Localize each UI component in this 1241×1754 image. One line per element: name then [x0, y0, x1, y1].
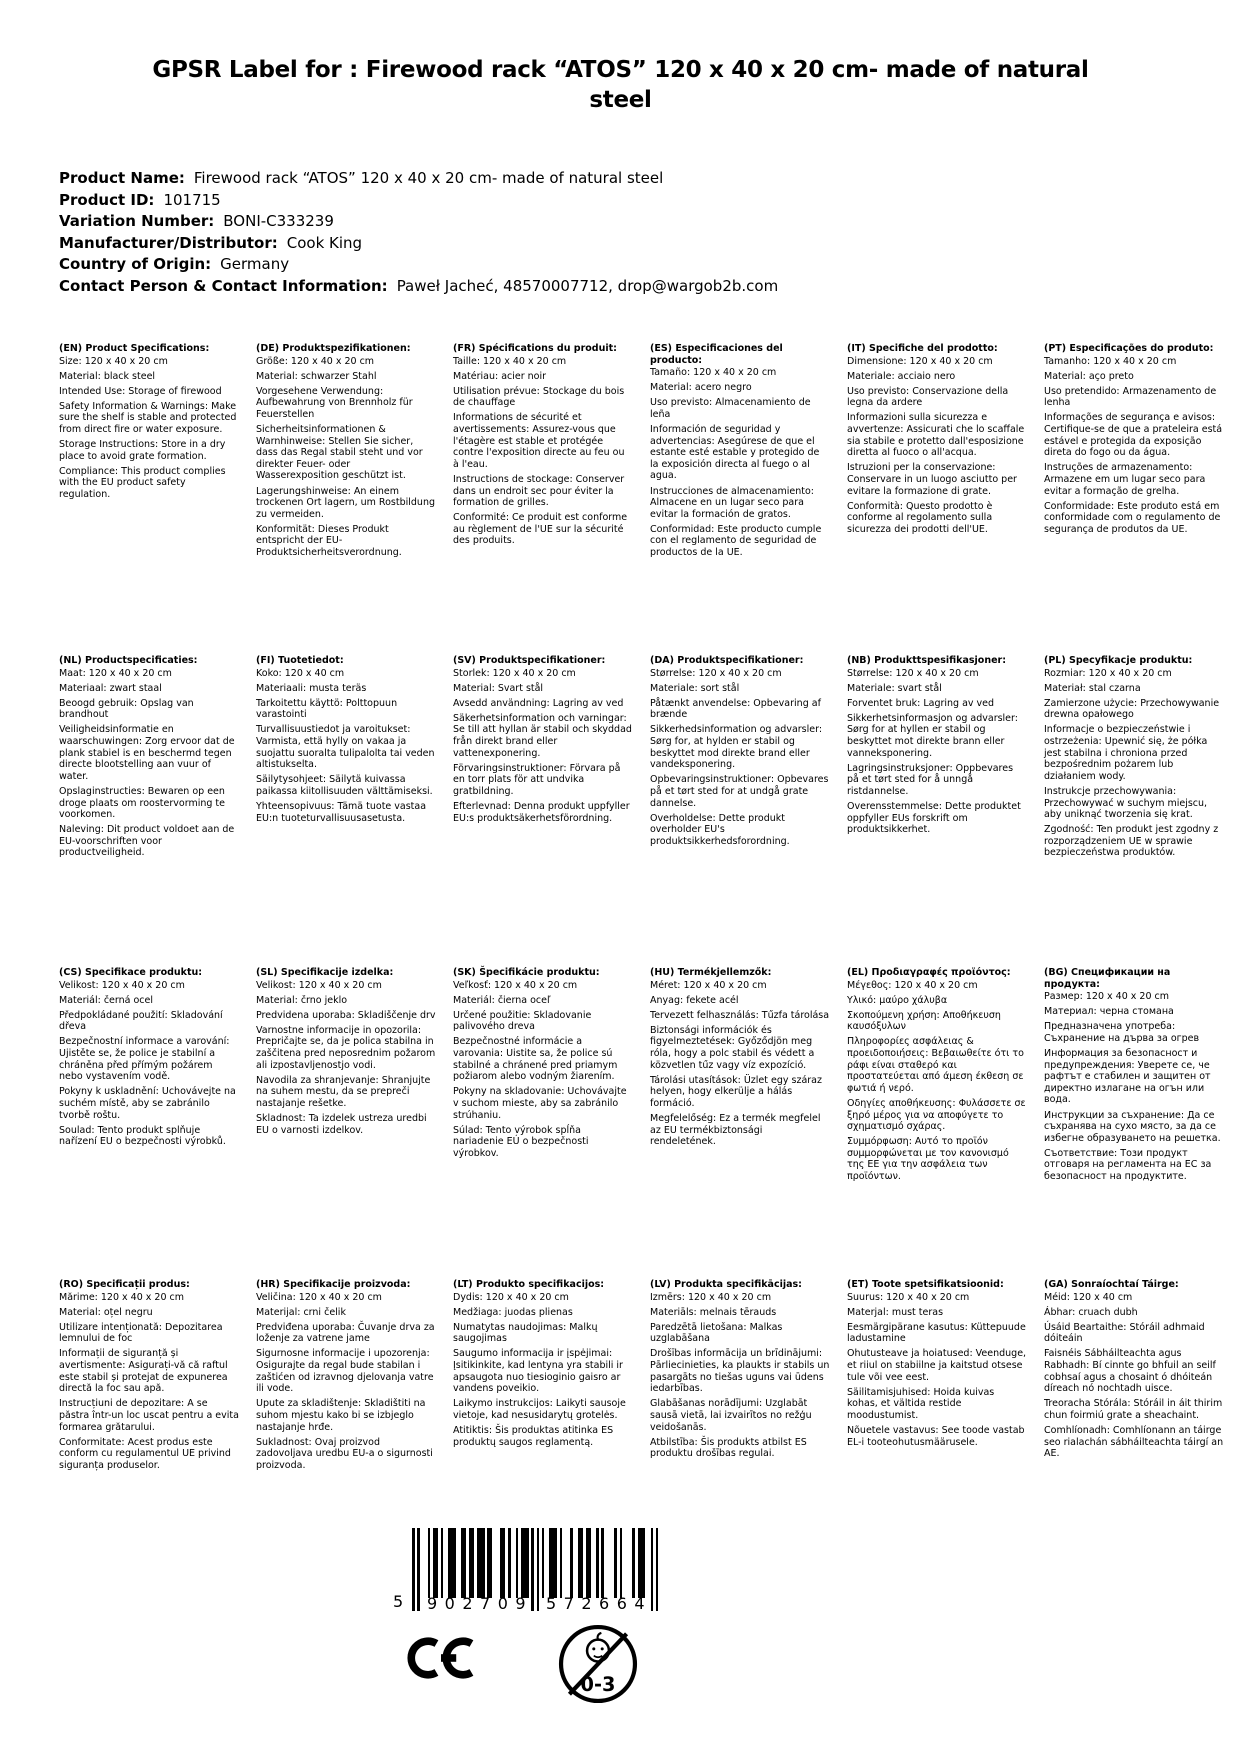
spec-paragraph: Tarkoitettu käyttö: Polttopuun varastointi — [256, 697, 398, 721]
spec-paragraph: Conformità: Questo prodotto è conforme al regolamento sulla sicurezza dei prodotti dell'UE. — [847, 500, 993, 535]
spec-paragraph: Material: aço preto — [1044, 370, 1134, 382]
spec-block-et — [847, 1279, 1035, 1591]
spec-paragraph: Varnostne informacije in opozorila: Prepričajte se, da je polica stabilna in zaščitena pred neposrednim požarom ali izpostavljenostjo vodi. — [256, 1024, 436, 1071]
spec-block-es — [650, 343, 838, 655]
spec-paragraph: Safety Information & Warnings: Make sure the shelf is stable and protected from direct fire or water exposure. — [59, 400, 237, 436]
spec-paragraph: Съответствие: Този продукт отговаря на регламента на ЕС за безопасност на продуктите. — [1044, 1147, 1212, 1182]
spec-block-heading: (LT) Produkto specifikacijos: — [453, 1279, 605, 1290]
spec-paragraph: Υλικό: μαύρο χάλυβα — [847, 994, 948, 1006]
spec-paragraph: Instructions de stockage: Conserver dans un endroit sec pour éviter la formation de grilles. — [453, 473, 625, 509]
spec-paragraph: Instrukcje przechowywania: Przechowywać w suchym miejscu, aby uniknąć tworzenia się krat. — [1044, 785, 1208, 821]
spec-block-lv — [650, 1279, 838, 1591]
spec-block-heading: (EN) Product Specifications: — [59, 343, 210, 354]
spec-paragraph: Zamierzone użycie: Przechowywanie drewna opałowego — [1044, 697, 1220, 721]
spec-block-fi — [256, 655, 444, 967]
spec-paragraph: Faisnéis Sábháilteachta agus Rabhadh: Bí cinnte go bhfuil an seilf cobhsaí agus a chosaint ó dhóiteán díreach nó nochtadh uisce. — [1044, 1348, 1216, 1395]
spec-paragraph: Информация за безопасност и предупреждения: Уверете се, че рафтът е стабилен и защитен от директно излагане на огън или вода. — [1044, 1048, 1211, 1106]
spec-paragraph: Size: 120 x 40 x 20 cm — [59, 355, 168, 367]
spec-paragraph: Μέγεθος: 120 x 40 x 20 cm — [847, 979, 978, 991]
spec-paragraph: Overensstemmelse: Dette produktet oppfyller EUs forskrift om produktsikkerhet. — [847, 801, 1021, 836]
spec-paragraph: Méret: 120 x 40 x 20 cm — [650, 979, 767, 991]
spec-block-heading: (PT) Especificações do produto: — [1044, 343, 1214, 354]
product-info-value: 101715 — [163, 190, 221, 209]
product-info — [59, 168, 778, 297]
ean-barcode — [393, 1528, 659, 1624]
spec-paragraph: Koko: 120 x 40 cm — [256, 667, 345, 679]
spec-block-it — [847, 343, 1035, 655]
page-title — [0, 55, 1241, 115]
spec-paragraph: Pokyny k uskladnění: Uchovávejte na suchém místě, aby se zabránilo tvorbě roštu. — [59, 1086, 236, 1121]
spec-block-en — [59, 343, 247, 655]
spec-paragraph: Materiale: acciaio nero — [847, 370, 956, 382]
age-warning-label: 0-3 — [580, 1672, 616, 1696]
spec-paragraph: Размер: 120 x 40 x 20 cm — [1044, 991, 1169, 1003]
spec-paragraph: Ohutusteave ja hoiatused: Veenduge, et riiul on stabiilne ja kaitstud otsese tule või vee eest. — [847, 1348, 1027, 1383]
product-info-row — [59, 168, 778, 190]
spec-paragraph: Conformidad: Este producto cumple con el reglamento de seguridad de productos de la UE. — [650, 523, 822, 558]
spec-paragraph: Materiale: svart stål — [847, 682, 942, 694]
spec-paragraph: Инструкции за съхранение: Да се съхранява на сухо място, за да се избегне образуването на решетка. — [1044, 1109, 1221, 1144]
spec-paragraph: Informazioni sulla sicurezza e avvertenze: Assicurati che lo scaffale sia stabile e protetto dall'esposizione diretta al fuoco o all'acqua. — [847, 412, 1025, 459]
spec-block-heading: (BG) Спецификации на продукта: — [1044, 967, 1171, 990]
spec-paragraph: Uso previsto: Conservazione della legna da ardere — [847, 385, 1009, 409]
product-info-label: Product ID: — [59, 190, 155, 209]
spec-paragraph: Paredzētā lietošana: Malkas uzglabāšana — [650, 1321, 783, 1345]
spec-paragraph: Instrucțiuni de depozitare: A se păstra într-un loc uscat pentru a evita formarea grătarului. — [59, 1398, 239, 1433]
page-title-text: GPSR Label for : Firewood rack “ATOS” 120 x 40 x 20 cm- made of natural steel — [152, 57, 1089, 113]
ce-mark-icon — [406, 1632, 476, 1688]
spec-paragraph: Treoracha Stórála: Stóráil in áit thirim chun foirmiú grate a sheachaint. — [1044, 1398, 1223, 1421]
spec-paragraph: Úsáid Beartaithe: Stóráil adhmaid dóiteáin — [1044, 1321, 1205, 1345]
product-info-value: Firewood rack “ATOS” 120 x 40 x 20 cm- made of natural steel — [193, 169, 664, 187]
product-info-value: BONI-C333239 — [223, 212, 334, 230]
spec-paragraph: Soulad: Tento produkt splňuje nařízení EU o bezpečnosti výrobků. — [59, 1124, 226, 1148]
spec-block-heading: (SV) Produktspecifikationer: — [453, 655, 606, 666]
spec-paragraph: Συμμόρφωση: Αυτό το προϊόν συμμορφώνεται με τον κανονισμό της ΕΕ για την ασφάλεια των προϊόντων. — [847, 1136, 1009, 1182]
spec-paragraph: Beoogd gebruik: Opslag van brandhout — [59, 697, 194, 721]
spec-paragraph: Storage Instructions: Store in a dry place to avoid grate formation. — [59, 439, 226, 462]
spec-paragraph: Material: črno jeklo — [256, 994, 348, 1006]
spec-paragraph: Οδηγίες αποθήκευσης: Φυλάσσετε σε ξηρό μέρος για να αποφύγετε το σχηματισμό σχάρας. — [847, 1097, 1026, 1133]
spec-block-cs — [59, 967, 247, 1279]
product-info-label: Manufacturer/Distributor: — [59, 233, 278, 252]
spec-block-heading: (NB) Produkttspesifikasjoner: — [847, 655, 1007, 666]
product-info-row — [59, 211, 778, 233]
spec-paragraph: Tervezett felhasználás: Tűzfa tárolása — [650, 1009, 830, 1021]
spec-paragraph: Säilitamisjuhised: Hoida kuivas kohas, et vältida restide moodustumist. — [847, 1386, 995, 1421]
spec-paragraph: Opslaginstructies: Bewaren op een droge plaats om roostervorming te voorkomen. — [59, 785, 225, 821]
spec-block-pt — [1044, 343, 1232, 655]
spec-paragraph: Intended Use: Storage of firewood — [59, 385, 222, 397]
spec-paragraph: Información de seguridad y advertencias: Asegúrese de que el estante esté estable y protegido de la exposición directa al fuego o al agua. — [650, 424, 820, 482]
spec-paragraph: Материал: черна стомана — [1044, 1006, 1174, 1018]
spec-paragraph: Biztonsági információk és figyelmeztetések: Győződjön meg róla, hogy a polc stabil és védett a közvetlen tűz vagy víz expozíció. — [650, 1024, 815, 1071]
spec-paragraph: Informações de segurança e avisos: Certifique-se de que a prateleira está estável e protegida da exposição direta do fogo ou da água. — [1044, 412, 1223, 459]
product-info-value: Paweł Jacheć, 48570007712, drop@wargob2b.com — [396, 276, 779, 295]
spec-paragraph: Conformité: Ce produit est conforme au règlement de l'UE sur la sécurité des produits. — [453, 512, 628, 547]
product-info-label: Contact Person & Contact Information: — [59, 276, 388, 295]
spec-paragraph: Velikost: 120 x 40 x 20 cm — [256, 979, 382, 991]
spec-paragraph: Informacje o bezpieczeństwie i ostrzeżenia: Upewnić się, że półka jest stabilna i chroniona przed bezpośrednim pożarem lub działaniem wody. — [1044, 724, 1208, 782]
spec-paragraph: Matériau: acier noir — [453, 370, 547, 382]
spec-paragraph: Påtænkt anvendelse: Opbevaring af brænde — [650, 697, 821, 721]
spec-paragraph: Taille: 120 x 40 x 20 cm — [453, 355, 567, 367]
spec-paragraph: Mărime: 120 x 40 x 20 cm — [59, 1291, 185, 1303]
spec-paragraph: Materiál: čierna oceľ — [453, 994, 551, 1006]
spec-grid — [59, 343, 1232, 1591]
spec-block-heading: (ET) Toote spetsifikatsioonid: — [847, 1279, 1004, 1290]
spec-paragraph: Velikost: 120 x 40 x 20 cm — [59, 979, 185, 991]
spec-paragraph: Overholdelse: Dette produkt overholder EU's produktsikkerhedsforordning. — [650, 812, 790, 847]
spec-paragraph: Utilizare intenționată: Depozitarea lemnului de foc — [59, 1321, 223, 1345]
spec-paragraph: Storlek: 120 x 40 x 20 cm — [453, 667, 576, 679]
spec-paragraph: Tamanho: 120 x 40 x 20 cm — [1044, 355, 1177, 367]
barcode-first-digit: 5 — [393, 1592, 404, 1611]
product-info-row — [59, 233, 778, 255]
spec-block-bg — [1044, 967, 1232, 1279]
spec-block-pl — [1044, 655, 1232, 967]
spec-paragraph: Veľkosť: 120 x 40 x 20 cm — [453, 979, 578, 991]
spec-paragraph: Skladnost: Ta izdelek ustreza uredbi EU o varnosti izdelkov. — [256, 1113, 427, 1136]
spec-paragraph: Størrelse: 120 x 40 x 20 cm — [847, 667, 979, 679]
spec-block-heading: (DE) Produktspezifikationen: — [256, 343, 411, 354]
spec-paragraph: Material: schwarzer Stahl — [256, 370, 377, 382]
spec-block-ro — [59, 1279, 247, 1591]
spec-paragraph: Sikkerhedsinformation og advarsler: Sørg for, at hylden er stabil og beskyttet mod direkte brand eller vandeksponering. — [650, 724, 823, 771]
spec-paragraph: Určené použitie: Skladovanie palivového dreva — [453, 1009, 592, 1033]
spec-paragraph: Lagringsinstruksjoner: Oppbevares på et tørt sted for å unngå ristdannelse. — [847, 762, 1014, 797]
spec-paragraph: Avsedd användning: Lagring av ved — [453, 697, 624, 709]
spec-paragraph: Tamaño: 120 x 40 x 20 cm — [650, 367, 777, 379]
product-info-label: Variation Number: — [59, 212, 215, 230]
spec-paragraph: Säilytysohjeet: Säilytä kuivassa paikassa kiitollisuuden välttämiseksi. — [256, 774, 433, 797]
spec-paragraph: Comhlíonadh: Comhlíonann an táirge seo rialachán sábháilteachta táirgí an AE. — [1044, 1425, 1224, 1460]
spec-paragraph: Opbevaringsinstruktioner: Opbevares på et tørt sted for at undgå grate dannelse. — [650, 774, 829, 809]
spec-paragraph: Nõuetele vastavus: See toode vastab EL-i tooteohutusmäärusele. — [847, 1425, 1025, 1448]
spec-paragraph: Naleving: Dit product voldoet aan de EU-voorschriften voor productveiligheid. — [59, 824, 235, 859]
spec-paragraph: Dimensione: 120 x 40 x 20 cm — [847, 355, 993, 367]
spec-paragraph: Medžiaga: juodas plienas — [453, 1306, 573, 1318]
spec-paragraph: Conformitate: Acest produs este conform cu regulamentul UE privind siguranța produselor. — [59, 1436, 231, 1471]
product-info-value: Cook King — [286, 233, 363, 252]
spec-block-da — [650, 655, 838, 967]
spec-paragraph: Méid: 120 x 40 cm — [1044, 1291, 1133, 1303]
spec-paragraph: Ábhar: cruach dubh — [1044, 1306, 1138, 1318]
spec-block-sl — [256, 967, 444, 1279]
spec-paragraph: Predviđena uporaba: Čuvanje drva za loženje za vatrene jame — [256, 1321, 435, 1345]
spec-block-heading: (PL) Specyfikacje produktu: — [1044, 655, 1193, 666]
spec-paragraph: Utilisation prévue: Stockage du bois de chauffage — [453, 385, 625, 409]
product-info-row — [59, 254, 778, 276]
spec-paragraph: Saugumo informacija ir įspėjimai: Įsitikinkite, kad lentyna yra stabili ir apsaugota nuo tiesioginio gaisro ar vandens poveikio. — [453, 1348, 623, 1395]
spec-paragraph: Materiale: sort stål — [650, 682, 740, 694]
spec-paragraph: Materiál: černá ocel — [59, 994, 154, 1006]
spec-paragraph: Rozmiar: 120 x 40 x 20 cm — [1044, 667, 1172, 679]
spec-paragraph: Tárolási utasítások: Üzlet egy száraz helyen, hogy elkerülje a hálás formáció. — [650, 1074, 822, 1109]
spec-block-heading: (LV) Produkta specifikācijas: — [650, 1279, 802, 1290]
spec-paragraph: Sikkerhetsinformasjon og advarsler: Sørg for at hyllen er stabil og beskyttet mot direkte brann eller vanneksponering. — [847, 712, 1018, 759]
spec-paragraph: Atbilstība: Šis produkts atbilst ES produktu drošības regulai. — [650, 1436, 807, 1460]
spec-paragraph: Konformität: Dieses Produkt entspricht der EU-Produktsicherheitsverordnung. — [256, 523, 402, 558]
spec-block-heading: (HU) Termékjellemzők: — [650, 967, 772, 978]
spec-block-heading: (DA) Produktspecifikationer: — [650, 655, 804, 666]
spec-paragraph: Σκοπούμενη χρήση: Αποθήκευση καυσόξυλων — [847, 1009, 1001, 1033]
spec-paragraph: Predvidena uporaba: Skladiščenje drv — [256, 1009, 436, 1021]
spec-paragraph: Předpokládané použití: Skladování dřeva — [59, 1009, 223, 1033]
spec-paragraph: Materijal: crni čelik — [256, 1306, 346, 1318]
spec-paragraph: Conformidade: Este produto está em conformidade com o regulamento de segurança de produtos da UE. — [1044, 500, 1221, 535]
spec-block-el — [847, 967, 1035, 1279]
spec-paragraph: Megfelelőség: Ez a termék megfelel az EU termékbiztonsági rendeletének. — [650, 1113, 821, 1148]
spec-paragraph: Glabāšanas norādījumi: Uzglabāt sausā vietā, lai izvairītos no režģu veidošanās. — [650, 1398, 812, 1433]
spec-paragraph: Sukladnost: Ovaj proizvod zadovoljava uredbu EU-a o sigurnosti proizvoda. — [256, 1436, 433, 1471]
spec-block-heading: (FI) Tuotetiedot: — [256, 655, 344, 666]
spec-paragraph: Veličina: 120 x 40 x 20 cm — [256, 1291, 382, 1303]
spec-paragraph: Material: acero negro — [650, 382, 752, 394]
age-warning-icon — [556, 1620, 640, 1712]
spec-paragraph: Materiaali: musta teräs — [256, 682, 367, 694]
spec-paragraph: Drošības informācija un brīdinājumi: Pārliecinieties, ka plaukts ir stabils un pasargāts no tiešas uguns vai ūdens iedarbības. — [650, 1348, 830, 1395]
barcode-bar — [656, 1528, 659, 1611]
spec-paragraph: Sigurnosne informacije i upozorenja: Osigurajte da regal bude stabilan i zaštićen od izravnog djelovanja vatre ili vode. — [256, 1348, 434, 1395]
spec-paragraph: Maat: 120 x 40 x 20 cm — [59, 667, 172, 679]
spec-paragraph: Materiaal: zwart staal — [59, 682, 162, 694]
spec-paragraph: Informations de sécurité et avertissements: Assurez-vous que l'étagère est stable et protégée contre l'exposition directe au feu ou à l'eau. — [453, 412, 625, 470]
barcode-digit-group-left: 902709 — [427, 1594, 534, 1613]
spec-paragraph: Dydis: 120 x 40 x 20 cm — [453, 1291, 569, 1303]
spec-paragraph: Navodila za shranjevanje: Shranjujte na suhem mestu, da se prepreči nastajanje rešetke. — [256, 1074, 431, 1109]
spec-paragraph: Vorgesehene Verwendung: Aufbewahrung von Brennholz für Feuerstellen — [256, 385, 413, 420]
spec-block-de — [256, 343, 444, 655]
spec-block-heading: (ES) Especificaciones del producto: — [650, 343, 783, 366]
spec-paragraph: Súlad: Tento výrobok spĺňa nariadenie EÚ o bezpečnosti výrobkov. — [453, 1124, 589, 1159]
spec-block-heading: (SL) Specifikacije izdelka: — [256, 967, 394, 978]
spec-paragraph: Efterlevnad: Denna produkt uppfyller EU:s produktsäkerhetsförordning. — [453, 801, 630, 824]
spec-block-heading: (SK) Špecifikácie produktu: — [453, 967, 600, 978]
spec-paragraph: Materiał: stal czarna — [1044, 682, 1141, 694]
product-info-row — [59, 276, 778, 298]
spec-block-heading: (CS) Specifikace produktu: — [59, 967, 203, 978]
spec-paragraph: Uso previsto: Almacenamiento de leña — [650, 397, 811, 420]
spec-paragraph: Uso pretendido: Armazenamento de lenha — [1044, 385, 1217, 409]
spec-paragraph: Material: oțel negru — [59, 1306, 153, 1318]
spec-paragraph: Предназначена употреба: Съхранение на дърва за огрев — [1044, 1021, 1200, 1044]
spec-paragraph: Säkerhetsinformation och varningar: Se till att hyllan är stabil och skyddad från direkt brand eller vattenexponering. — [453, 712, 632, 759]
spec-paragraph: Laikymo instrukcijos: Laikyti sausoje vietoje, kad nesusidarytų grotelės. — [453, 1398, 626, 1421]
product-info-value: Germany — [220, 255, 290, 273]
spec-block-nb — [847, 655, 1035, 967]
spec-paragraph: Suurus: 120 x 40 x 20 cm — [847, 1291, 970, 1303]
spec-paragraph: Förvaringsinstruktioner: Förvara på en torr plats för att undvika gratbildning. — [453, 762, 621, 797]
spec-block-sk — [453, 967, 641, 1279]
spec-paragraph: Eesmärgipärane kasutus: Küttepuude ladustamine — [847, 1321, 1026, 1345]
spec-paragraph: Atitiktis: Šis produktas atitinka ES produktų saugos reglamentą. — [453, 1425, 614, 1448]
spec-paragraph: Istruzioni per la conservazione: Conservare in un luogo asciutto per evitare la formazione di grate. — [847, 462, 1017, 497]
spec-block-heading: (GA) Sonraíochtaí Táirge: — [1044, 1279, 1179, 1290]
spec-paragraph: Pokyny na skladovanie: Uchovávajte v suchom mieste, aby sa zabránilo strúhaniu. — [453, 1086, 627, 1121]
spec-block-heading: (IT) Specifiche del prodotto: — [847, 343, 998, 354]
spec-paragraph: Bezpečnostné informácie a varovania: Uistite sa, že police sú stabilné a chránené pred priamym požiarom alebo vodným žiarením. — [453, 1036, 618, 1083]
spec-paragraph: Materiāls: melnais tērauds — [650, 1306, 777, 1318]
product-info-label: Product Name: — [59, 169, 185, 187]
spec-block-ga — [1044, 1279, 1232, 1591]
spec-paragraph: Lagerungshinweise: An einem trockenen Ort lagern, um Rostbildung zu vermeiden. — [256, 485, 436, 520]
spec-paragraph: Turvallisuustiedot ja varoitukset: Varmista, että hylly on vakaa ja suojattu suoralta tulipalolta tai veden altistukselta. — [256, 724, 435, 771]
spec-block-heading: (EL) Προδιαγραφές προϊόντος: — [847, 967, 1011, 978]
spec-block-hu — [650, 967, 838, 1279]
spec-paragraph: Anyag: fekete acél — [650, 994, 739, 1006]
spec-block-heading: (RO) Specificații produs: — [59, 1279, 190, 1290]
spec-paragraph: Größe: 120 x 40 x 20 cm — [256, 355, 375, 367]
product-info-row — [59, 190, 778, 212]
spec-paragraph: Sicherheitsinformationen & Warnhinweise: Stellen Sie sicher, dass das Regal stabil steht und vor direkter Feuer- oder Wasserexposition geschützt ist. — [256, 424, 423, 482]
spec-paragraph: Numatytas naudojimas: Malkų saugojimas — [453, 1321, 598, 1345]
spec-paragraph: Forventet bruk: Lagring av ved — [847, 697, 995, 709]
spec-paragraph: Størrelse: 120 x 40 x 20 cm — [650, 667, 782, 679]
spec-paragraph: Material: Svart stål — [453, 682, 544, 694]
spec-paragraph: Informații de siguranță și avertismente: Asigurați-vă că raftul este stabil și protejat de expunerea directă la foc sau apă. — [59, 1348, 228, 1395]
spec-paragraph: Izmērs: 120 x 40 x 20 cm — [650, 1291, 772, 1303]
spec-block-heading: (HR) Specifikacije proizvoda: — [256, 1279, 411, 1290]
spec-block-sv — [453, 655, 641, 967]
product-info-label: Country of Origin: — [59, 255, 212, 273]
spec-paragraph: Yhteensopivuus: Tämä tuote vastaa EU:n tuoteturvallisuusasetusta. — [256, 801, 427, 824]
spec-block-heading: (FR) Spécifications du produit: — [453, 343, 617, 354]
spec-paragraph: Upute za skladištenje: Skladištiti na suhom mjestu kako bi se izbjeglo nastajanje hrđe. — [256, 1398, 426, 1433]
spec-paragraph: Instruções de armazenamento: Armazene em um lugar seco para evitar a formação de grelha. — [1044, 462, 1206, 497]
barcode-digit-group-right: 572664 — [546, 1594, 653, 1613]
spec-paragraph: Material: black steel — [59, 370, 156, 382]
spec-paragraph: Πληροφορίες ασφάλειας & προειδοποιήσεις: Βεβαιωθείτε ότι το ράφι είναι σταθερό και προστατεύεται από άμεση έκθεση σε φωτιά ή νερό. — [847, 1036, 1024, 1094]
spec-paragraph: Compliance: This product complies with the EU product safety regulation. — [59, 465, 226, 501]
spec-block-fr — [453, 343, 641, 655]
spec-paragraph: Instrucciones de almacenamiento: Almacene en un lugar seco para evitar la formación de gratos. — [650, 485, 814, 520]
spec-block-heading: (NL) Productspecificaties: — [59, 655, 198, 666]
spec-paragraph: Materjal: must teras — [847, 1306, 944, 1318]
spec-block-nl — [59, 655, 247, 967]
spec-paragraph: Veiligheidsinformatie en waarschuwingen: Zorg ervoor dat de plank stabiel is en beschermd tegen directe blootstelling aan vuur of water. — [59, 724, 235, 782]
spec-paragraph: Bezpečnostní informace a varování: Ujistěte se, že police je stabilní a chráněna před přímým požárem nebo vystavením vodě. — [59, 1036, 230, 1083]
spec-paragraph: Zgodność: Ten produkt jest zgodny z rozporządzeniem UE w sprawie bezpieczeństwa produktów. — [1044, 824, 1219, 859]
